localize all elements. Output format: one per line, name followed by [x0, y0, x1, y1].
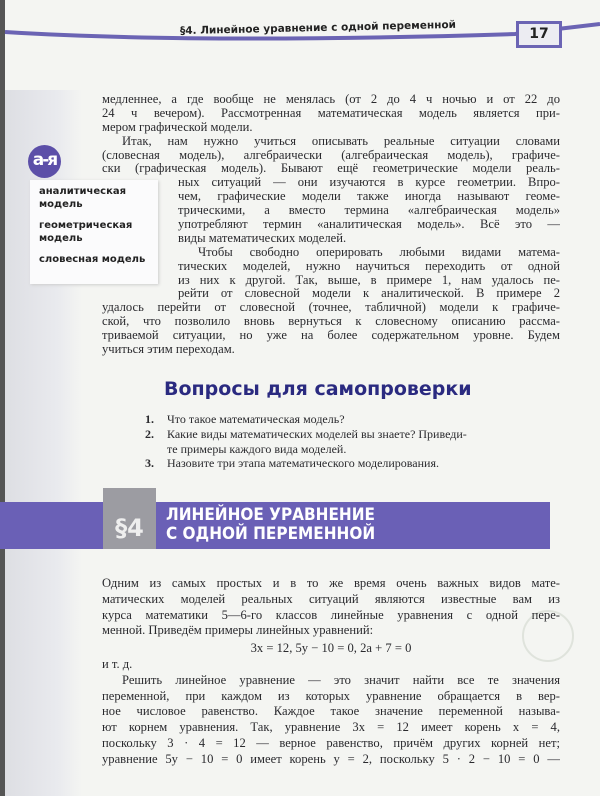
book-spine-edge: [0, 0, 5, 796]
text-line: ное числовое равенство. Каждое такое значение переменной называ-: [102, 704, 560, 719]
questions-heading: Вопросы для самопроверки: [164, 378, 472, 400]
question-item: 3. Назовите три этапа математического моделирования.: [145, 456, 439, 471]
text-line: ют корнем уравнения. Так, уравнение 3x = 12 имеет корень x = 4,: [102, 720, 560, 734]
equation-line: 3x = 12, 5y − 10 = 0, 2a + 7 = 0: [250, 641, 412, 655]
text-line: удалось перейти от словесной (точнее, табличной) модели к графиче-: [102, 301, 560, 315]
text-line: (словесная модель), алгебраически (алгебраическая модель), графиче-: [102, 148, 560, 162]
text-line: и т. д.: [102, 657, 133, 671]
text-line: учиться этим переходам.: [102, 343, 235, 357]
questions-list: [145, 412, 560, 471]
text-line: чем, графические модели также иногда называют геоме-: [178, 190, 560, 204]
text-line: ской, что позволило вновь вернуться к словесному описанию рассма-: [102, 315, 560, 329]
text-line: мером графической модели.: [102, 120, 253, 134]
text-line: рейти от словесной модели к аналитической. В примере 2: [178, 287, 560, 301]
text-line: курса математики 5—6-го классов линейные уравнения с одной пере-: [102, 607, 560, 622]
text-line: матических моделей реальных ситуаций являются известные вам из: [102, 591, 560, 606]
text-line: Итак, нам нужно учиться описывать реальные ситуации словами: [122, 134, 560, 148]
section-title: ЛИНЕЙНОЕ УРАВНЕНИЕ С ОДНОЙ ПЕРЕМЕННОЙ: [166, 505, 376, 544]
glossary-icon: а-я: [28, 145, 61, 178]
running-title: §4. Линейное уравнение с одной переменной: [179, 18, 457, 38]
text-line: поскольку 3 · 4 = 12 — верное равенство, причём других корней нет;: [102, 735, 560, 750]
text-line: менной. Приведём примеры линейных уравнений:: [102, 623, 374, 638]
text-line: триваемой ситуации, но уже на более содержательном уровне. Будем: [102, 329, 560, 343]
text-line: 24 ч вечером). Рассмотренная математическая модель является при-: [102, 106, 560, 120]
question-item: 1. Что такое математическая модель?: [145, 412, 345, 426]
question-item: 2. Какие виды математических моделей вы знаете? Приведи- те примеры каждого вида моделей.: [145, 426, 467, 456]
glossary-term: геометрическая модель: [39, 220, 133, 244]
text-line: виды математических моделей.: [178, 231, 347, 245]
glossary-term: аналитическая модель: [39, 186, 127, 210]
text-line: тических моделей, нужно научиться переходить от одной: [178, 259, 560, 273]
text-line: медленнее, а где вообще не менялась (от 2 до 4 ч ночью и от 22 до: [102, 93, 560, 106]
body-text-1: [102, 93, 560, 357]
text-line: Чтобы свободно оперировать любыми видами матема-: [198, 245, 560, 259]
text-line: трическими, а вместо термина «алгебраическая модель»: [178, 204, 560, 218]
text-line: переменной, при каждом из которых уравнение обращается в вер-: [102, 688, 560, 703]
text-line: Одним из самых простых и в то же время очень важных видов мате-: [102, 576, 560, 590]
page-number: 17: [516, 21, 562, 48]
section-number: §4: [103, 488, 156, 549]
text-line: из них к другой. Так, выше, в примере 1, нам удалось пе-: [178, 273, 560, 287]
glossary-term: словесная модель: [39, 254, 146, 265]
text-line: уравнение 5y − 10 = 0 имеет корень y = 2, поскольку 5 · 2 − 10 = 0 —: [102, 751, 560, 766]
text-line: ных ситуаций — они изучаются в курсе геометрии. Впро-: [178, 176, 560, 190]
text-line: ски (графическая модель). Бывают ещё геометрические модели реаль-: [102, 162, 560, 176]
text-line: Решить линейное уравнение — это значит найти все те значения: [122, 672, 560, 687]
body-text-2: [102, 576, 560, 767]
text-line: употребляют термин «аналитическая модель». Всё это —: [178, 218, 560, 232]
